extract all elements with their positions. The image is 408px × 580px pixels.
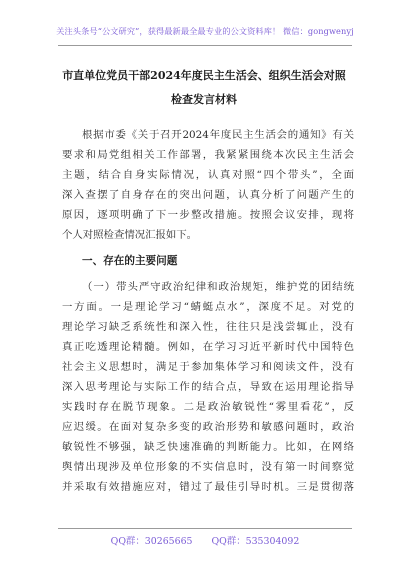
- body-line: 理论学习缺乏系统性和深入性，往往只是浅尝辄止，没有: [62, 321, 354, 333]
- body-line: 深入思考理论与实际工作的结合点，导致在运用理论指导: [62, 381, 354, 393]
- intro-line: 主题，结合自身实际情况，认真对照“四个带头”，全面: [62, 169, 354, 181]
- intro-line: 个人对照检查情况汇报如下。: [62, 229, 198, 241]
- document-title-line-1: 市直单位党员干部2024年度民主生活会、组织生活会对照: [62, 69, 346, 82]
- header-banner: 关注头条号“公文研究”，获得最新最全最专业的公文资料库！ 微信：gongwenyj: [56, 26, 354, 36]
- header-divider: [58, 45, 352, 46]
- body-line: 敏锐性不够强，缺乏快速准确的判断能力。比如，在网络: [62, 441, 354, 453]
- intro-line: 深入查摆了自身存在的突出问题，认真分析了问题产生的: [62, 189, 354, 201]
- body-line: 真正吃透理论精髓。例如，在学习习近平新时代中国特色: [62, 341, 354, 353]
- intro-line: 根据市委《关于召开2024年度民主生活会的通知》有关: [82, 129, 354, 141]
- body-line: 实践时存在脱节现象。二是政治敏锐性“雾里看花”，反: [62, 401, 354, 413]
- body-line: 社会主义思想时，满足于参加集体学习和阅读文件，没有: [62, 361, 354, 373]
- footer-contacts: [58, 536, 352, 548]
- intro-line: 原因，逐项明确了下一步整改措施。按照会议安排，现将: [62, 209, 354, 221]
- body-line: 应迟缓。在面对复杂多变的政治形势和敏感问题时，政治: [62, 421, 354, 433]
- body-line: 一方面。一是理论学习“蜻蜓点水”，深度不足。对党的: [62, 301, 354, 313]
- footer-divider: [58, 528, 352, 529]
- intro-line: 要求和局党组相关工作部署，我紧紧围绕本次民主生活会: [62, 149, 354, 161]
- body-line: 舆情出现涉及单位形象的不实信息时，没有第一时间察觉: [62, 461, 354, 473]
- body-line: （一）带头严守政治纪律和政治规矩，维护党的团结统: [82, 281, 354, 293]
- section-heading: 一、存在的主要问题: [82, 255, 178, 267]
- body-line: 并采取有效措施应对，错过了最佳引导时机。三是贯彻落: [62, 481, 354, 493]
- document-title-line-2: 检查发言材料: [171, 93, 237, 106]
- footer-qq-group-1: QQ群：30265665: [110, 536, 193, 547]
- footer-qq-group-2: QQ群：535304092: [211, 536, 300, 547]
